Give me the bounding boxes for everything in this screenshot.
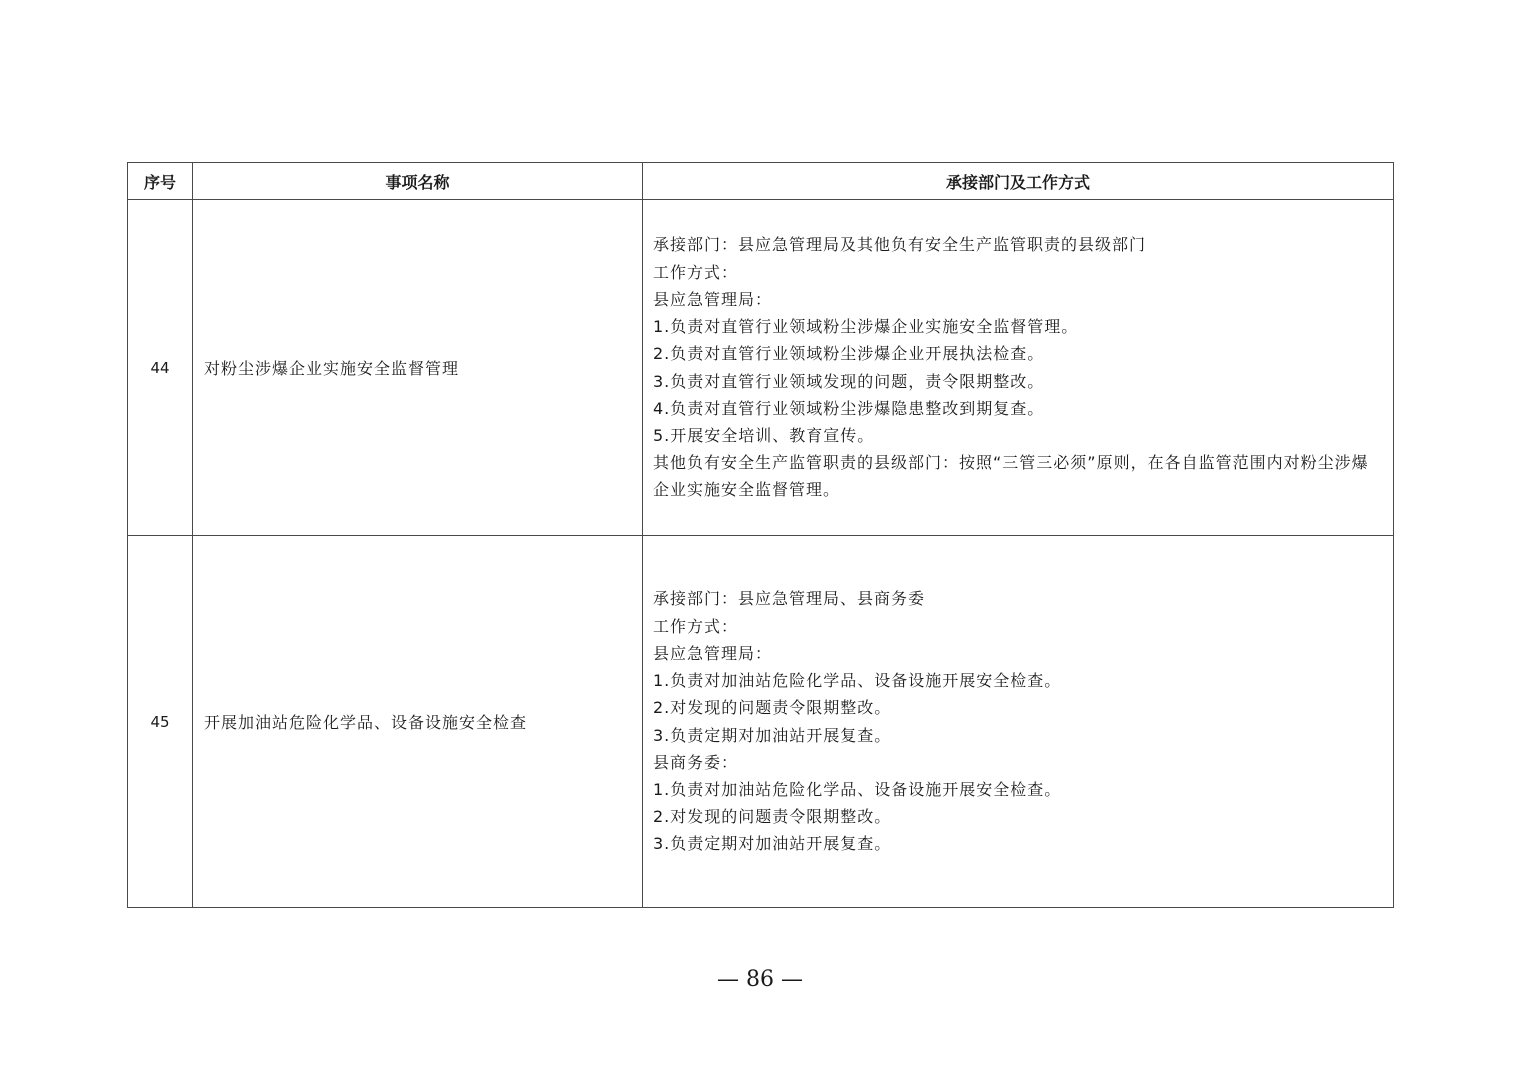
department-line: 1.负责对加油站危险化学品、设备设施开展安全检查。	[653, 779, 1062, 799]
department-line: 承接部门：县应急管理局、县商务委	[653, 589, 926, 609]
department-line: 3.负责对直管行业领域发现的问题，责令限期整改。	[653, 371, 1045, 391]
row-matter-name: 开展加油站危险化学品、设备设施安全检查	[193, 536, 643, 908]
department-line: 县应急管理局：	[653, 643, 773, 663]
table-header-row	[128, 163, 1394, 200]
department-line: 2.对发现的问题责令限期整改。	[653, 807, 892, 827]
department-line: 3.负责定期对加油站开展复查。	[653, 834, 892, 854]
department-line: 其他负有安全生产监管职责的县级部门：按照“三管三必须”原则，在各自监管范围内对粉尘涉爆企业实施安全监督管理。	[653, 453, 1369, 500]
header-serial-number: 序号	[128, 163, 193, 200]
department-line: 1.负责对直管行业领域粉尘涉爆企业实施安全监督管理。	[653, 317, 1079, 337]
row-department-details	[643, 200, 1394, 536]
department-line: 4.负责对直管行业领域粉尘涉爆隐患整改到期复查。	[653, 398, 1045, 418]
page-number: — 86 —	[717, 967, 803, 992]
header-department-and-method: 承接部门及工作方式	[643, 163, 1394, 200]
header-matter-name: 事项名称	[193, 163, 643, 200]
department-line: 2.对发现的问题责令限期整改。	[653, 698, 892, 718]
matters-table	[127, 162, 1394, 908]
table-row	[128, 536, 1394, 908]
department-line: 3.负责定期对加油站开展复查。	[653, 725, 892, 745]
department-line: 承接部门：县应急管理局及其他负有安全生产监管职责的县级部门	[653, 235, 1147, 255]
row-serial-number: 44	[128, 200, 193, 536]
department-line: 县商务委：	[653, 752, 739, 772]
department-line: 县应急管理局：	[653, 289, 773, 309]
table-row	[128, 200, 1394, 536]
department-line: 工作方式：	[653, 262, 739, 282]
department-line: 工作方式：	[653, 616, 739, 636]
row-matter-name: 对粉尘涉爆企业实施安全监督管理	[193, 200, 643, 536]
department-line: 5.开展安全培训、教育宣传。	[653, 425, 875, 445]
department-line: 2.负责对直管行业领域粉尘涉爆企业开展执法检查。	[653, 344, 1045, 364]
department-line: 1.负责对加油站危险化学品、设备设施开展安全检查。	[653, 671, 1062, 691]
row-serial-number: 45	[128, 536, 193, 908]
row-department-details	[643, 536, 1394, 908]
